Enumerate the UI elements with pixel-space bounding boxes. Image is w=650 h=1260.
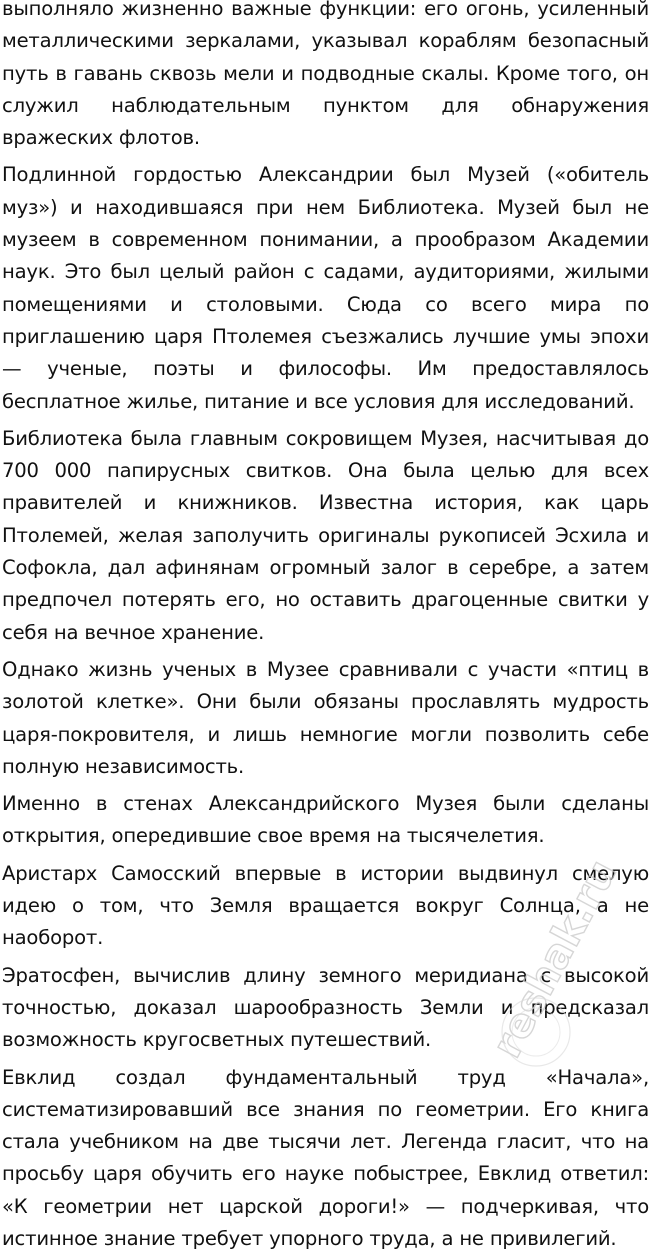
paragraph-aristarchus: Аристарх Самосский впервые в истории выдвинул смелую идею о том, что Земля вращается вокруг Солнца, а не наоборот.: [2, 861, 649, 950]
paragraph-museum-library: Подлинной гордостью Александрии был Музей («обитель муз») и находившаяся при нем Библиотека. Музей был не музеем в современном понимании, а прообразом Академии наук. Это был целый район с садами, аудиториями, жилыми помещениями и столовыми. Сюда со всего мира по приглашению царя Птолемея съезжались лучшие умы эпохи — ученые, поэты и философы. Им предоставлялось бесплатное жилье, питание и все условия для исследований.: [2, 163, 649, 413]
paragraph-library-treasure: Библиотека была главным сокровищем Музея, насчитывая до 700 000 папирусных свитков. Она была целью для всех правителей и книжников. Известна история, как царь Птолемей, желая заполучить оригиналы рукописей Эсхила и Софокла, дал афинянам огромный залог в серебре, а затем предпочел потерять его, но оставить драгоценные свитки у себя на вечное хранение.: [2, 426, 649, 644]
paragraph-pharos-functions: выполняло жизненно важные функции: его огонь, усиленный металлическими зеркалами, указывал кораблям безопасный путь в гавань сквозь мели и подводные скалы. Кроме того, он служил наблюдательным пунктом для обнаружения вражеских флотов.: [2, 0, 649, 150]
watermark-text: reshak.ru: [483, 860, 627, 1066]
paragraph-golden-cage: Однако жизнь ученых в Музее сравнивали с участи «птиц в золотой клетке». Они были обязаны прославлять мудрость царя-покровителя, и лишь немногие могли позволить себе полную независимость.: [2, 657, 649, 778]
paragraph-discoveries: Именно в стенах Александрийского Музея были сделаны открытия, опередившие свое время на тысячелетия.: [2, 792, 649, 848]
paragraph-euclid: Евклид создал фундаментальный труд «Начала», систематизировавший все знания по геометрии. Его книга стала учебником на две тысячи лет. Легенда гласит, что на просьбу царя обучить его науке побыстрее, Евклид ответил: «К геометрии нет царской дороги!» — подчеркивая, что истинное знание требует упорного труда, а не привилегий.: [2, 1065, 649, 1250]
paragraph-eratosthenes: Эратосфен, вычислив длину земного меридиана с высокой точностью, доказал шарообразность Земли и предсказал возможность кругосветных путешествий.: [2, 963, 649, 1052]
